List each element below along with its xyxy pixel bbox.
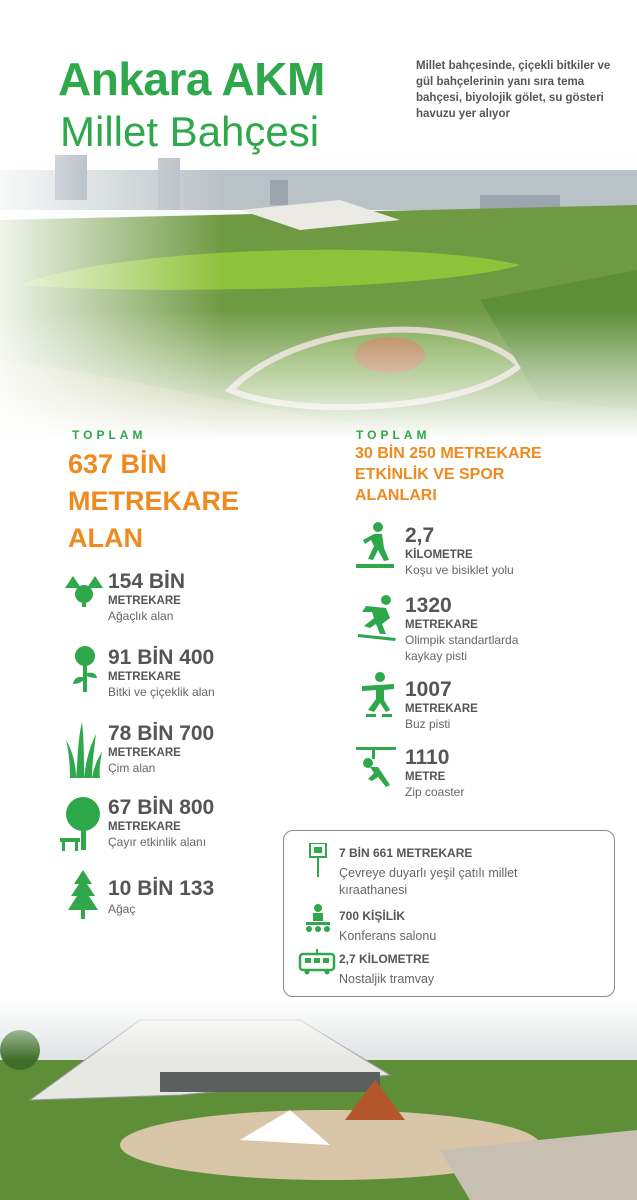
stat-value: 1007 bbox=[405, 678, 452, 701]
skateboard-icon bbox=[356, 594, 400, 642]
stat-value: 67 BİN 800 bbox=[108, 796, 215, 819]
facility-desc: Nostaljik tramvay bbox=[339, 972, 435, 986]
stat-item bbox=[108, 796, 214, 850]
stat-unit: METREKARE bbox=[108, 595, 181, 607]
headline-line: 637 BİN bbox=[68, 449, 168, 479]
stat-desc: Zip coaster bbox=[405, 785, 465, 799]
stat-unit: KİLOMETRE bbox=[405, 549, 473, 561]
headline-line: 30 BİN 250 METREKARE bbox=[355, 445, 542, 462]
conference-icon bbox=[304, 903, 332, 935]
stat-value: 2,7 bbox=[405, 524, 435, 547]
stat-item bbox=[405, 746, 464, 800]
right-total-label: TOPLAM bbox=[356, 428, 431, 442]
facility-item bbox=[339, 841, 518, 899]
stat-unit: METREKARE bbox=[108, 747, 181, 759]
stat-value: 1320 bbox=[405, 594, 452, 617]
stat-desc: Çayır etkinlik alanı bbox=[108, 835, 207, 849]
grass-icon bbox=[66, 720, 102, 778]
stat-item bbox=[405, 678, 478, 732]
stat-desc: Buz pisti bbox=[405, 717, 451, 731]
teahouse-icon bbox=[306, 843, 330, 879]
facilities-box bbox=[283, 830, 615, 997]
headline-line: ALANLARI bbox=[355, 487, 437, 504]
left-total-headline bbox=[68, 446, 239, 557]
stat-value: 10 BİN 133 bbox=[108, 877, 215, 900]
stat-item bbox=[405, 524, 514, 578]
stat-item bbox=[108, 570, 185, 624]
stat-desc: kaykay pisti bbox=[405, 649, 468, 663]
facility-item bbox=[339, 904, 436, 945]
park-building-image bbox=[0, 1000, 637, 1200]
facility-value: 700 KİŞİLİK bbox=[339, 909, 406, 923]
stat-desc: Bitki ve çiçeklik alan bbox=[108, 685, 215, 699]
right-total-headline bbox=[355, 443, 542, 506]
stat-desc: Ağaçlık alan bbox=[108, 609, 174, 623]
facility-value: 2,7 KİLOMETRE bbox=[339, 952, 430, 966]
stat-value: 154 BİN bbox=[108, 570, 186, 593]
stat-value: 1110 bbox=[405, 746, 450, 769]
park-aerial-image bbox=[0, 150, 637, 440]
tree-grove-icon bbox=[63, 572, 105, 608]
page-title: Ankara AKM bbox=[58, 53, 325, 105]
facility-value: 7 BİN 661 METREKARE bbox=[339, 846, 473, 860]
stat-value: 78 BİN 700 bbox=[108, 722, 215, 745]
rose-icon bbox=[70, 644, 100, 694]
pine-tree-icon bbox=[68, 870, 98, 920]
stat-item bbox=[405, 594, 518, 664]
intro-text: Millet bahçesinde, çiçekli bitkiler ve gül bahçelerinin yanı sıra tema bahçesi, biyolojik gölet, su gösteri havuzu yer alıyor bbox=[416, 60, 611, 120]
runner-icon bbox=[356, 522, 394, 568]
facility-desc: Konferans salonu bbox=[339, 929, 437, 943]
facility-desc: Çevreye duyarlı yeşil çatılı millet bbox=[339, 866, 518, 880]
stat-unit: METREKARE bbox=[108, 821, 181, 833]
headline-line: METREKARE bbox=[68, 486, 240, 516]
headline-line: ALAN bbox=[68, 523, 143, 553]
stat-desc: Çim alan bbox=[108, 761, 156, 775]
page-subtitle: Millet Bahçesi bbox=[60, 108, 320, 155]
stat-item bbox=[108, 646, 215, 700]
stat-unit: METRE bbox=[405, 771, 446, 783]
zipline-icon bbox=[356, 745, 396, 789]
stat-item bbox=[108, 722, 214, 776]
stat-unit: METREKARE bbox=[108, 671, 181, 683]
stat-item bbox=[108, 877, 214, 917]
ice-skater-icon bbox=[356, 672, 400, 720]
tram-icon bbox=[298, 949, 336, 975]
headline-line: ETKİNLİK VE SPOR bbox=[355, 466, 505, 483]
stat-unit: METREKARE bbox=[405, 619, 478, 631]
facility-desc: kıraathanesi bbox=[339, 883, 408, 897]
left-total-label: TOPLAM bbox=[72, 428, 147, 442]
tree-bench-icon bbox=[58, 796, 104, 852]
stat-value: 91 BİN 400 bbox=[108, 646, 215, 669]
stat-desc: Koşu ve bisiklet yolu bbox=[405, 563, 514, 577]
facility-item bbox=[339, 947, 434, 988]
stat-desc: Ağaç bbox=[108, 902, 136, 916]
stat-desc: Olimpik standartlarda bbox=[405, 633, 519, 647]
stat-unit: METREKARE bbox=[405, 703, 478, 715]
